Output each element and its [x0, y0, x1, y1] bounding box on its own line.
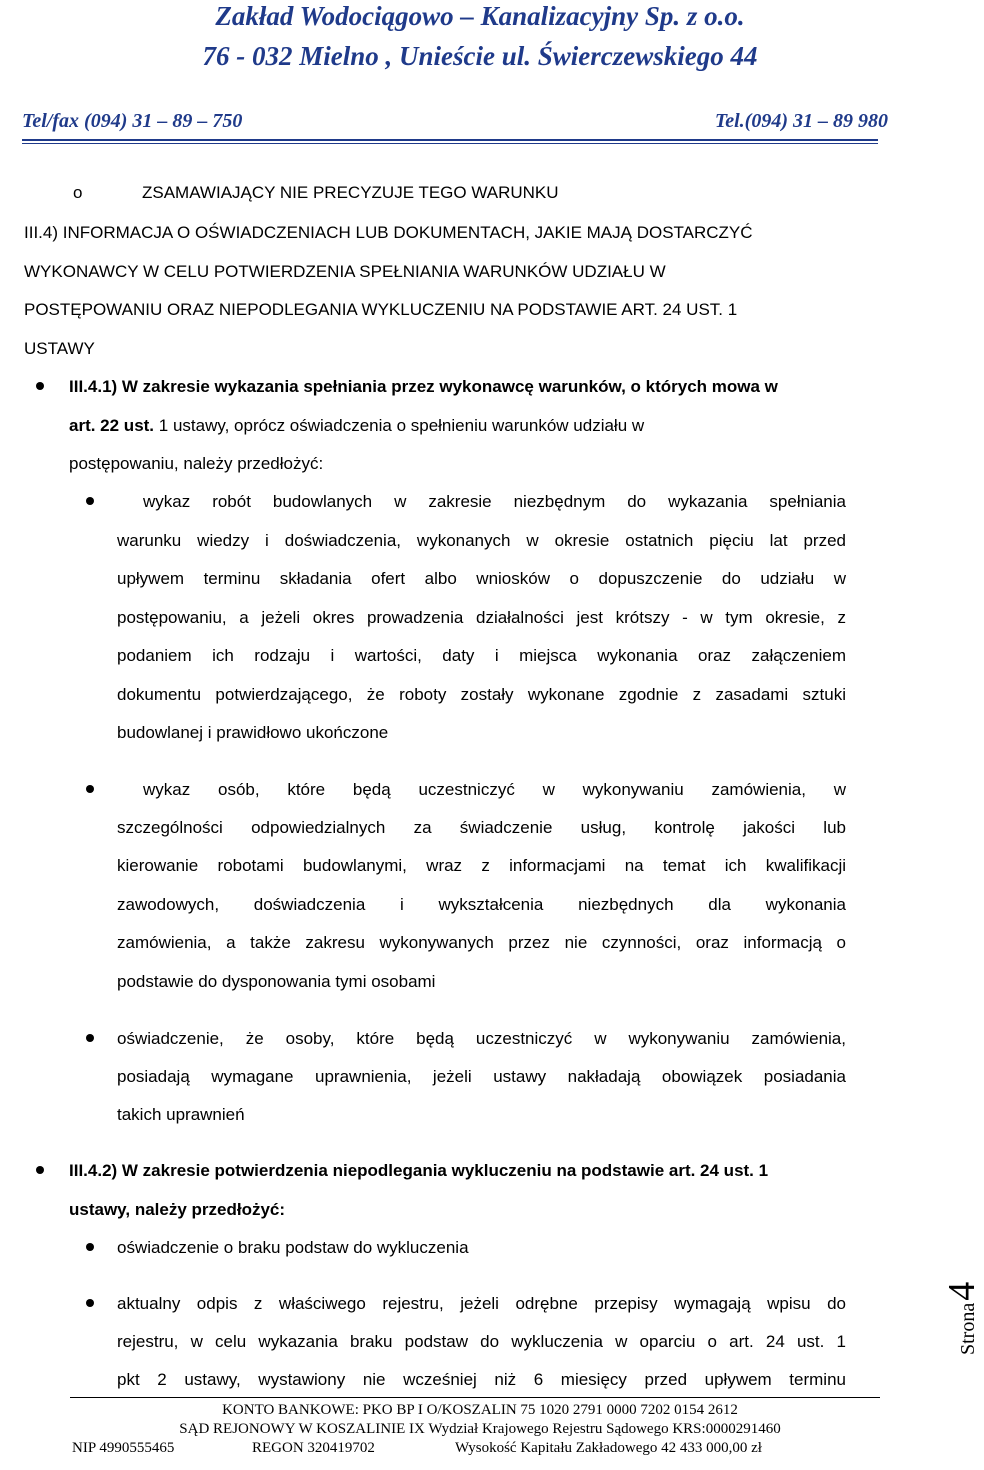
circle-bullet: o: [73, 183, 83, 202]
company-address: 76 - 032 Mielno , Unieście ul. Świerczewskiego 44: [202, 41, 758, 71]
bullet-dot: [86, 785, 94, 793]
list-item-line: oświadczenie o braku podstaw do wykluczenia: [117, 1238, 469, 1257]
page-label-word: Strona: [957, 1302, 979, 1355]
page-label-number: 4: [941, 1281, 983, 1301]
header-divider: [22, 139, 878, 141]
footer-regon: REGON 320419702: [252, 1440, 375, 1456]
footer-divider: [70, 1397, 880, 1398]
list-item-line: warunku wiedzy i doświadczenia, wykonanych w okresie ostatnich pięciu lat przed: [117, 531, 846, 550]
section-heading-line: USTAWY: [24, 339, 95, 358]
list-item-line: rejestru, w celu wykazania braku podstaw do wykluczenia w oparciu o art. 24 ust. 1: [117, 1332, 846, 1351]
list-item-line: podstawie do dysponowania tymi osobami: [117, 972, 436, 991]
list-item-line: upływem terminu składania ofert albo wniosków o dopuszczenie do udziału w: [117, 569, 846, 588]
telfax-number: Tel/fax (094) 31 – 89 – 750: [22, 110, 243, 132]
section-heading-line: III.4) INFORMACJA O OŚWIADCZENIACH LUB DOKUMENTACH, JAKIE MAJĄ DOSTARCZYĆ: [24, 223, 753, 242]
list-item-line: dokumentu potwierdzającego, że roboty zostały wykonane zgodnie z zasadami sztuki: [117, 685, 846, 704]
bullet-dot: [36, 382, 44, 390]
list-item-line: podaniem ich rodzaju i wartości, daty i miejsca wykonania oraz załączeniem: [117, 646, 846, 665]
list-item-line: postępowaniu, a jeżeli okres prowadzenia działalności jest krótszy - w tym okresie, z: [117, 608, 846, 627]
page-number-label: [940, 1235, 983, 1355]
section-heading-line: POSTĘPOWANIU ORAZ NIEPODLEGANIA WYKLUCZENIU NA PODSTAWIE ART. 24 UST. 1: [24, 300, 738, 319]
footer-bank-account: KONTO BANKOWE: PKO BP I O/KOSZALIN 75 1020 2791 0000 7202 0154 2612: [222, 1402, 738, 1418]
list-item-line: wykaz robót budowlanych w zakresie niezbędnym do wykazania spełniania: [143, 492, 846, 511]
list-item-line: zawodowych, doświadczenia i wykształcenia niezbędnych dla wykonania: [117, 895, 846, 914]
subsection-heading-line: III.4.2) W zakresie potwierdzenia niepodlegania wykluczeniu na podstawie art. 24 ust. 1: [69, 1161, 769, 1180]
list-item-line: posiadają wymagane uprawnienia, jeżeli ustawy nakładają obowiązek posiadania: [117, 1067, 846, 1086]
list-item-line: zamówienia, a także zakresu wykonywanych przez nie czynności, oraz informacją o: [117, 933, 846, 952]
header-divider-thin: [22, 143, 878, 144]
list-item-line: szczególności odpowiedzialnych za świadczenie usług, kontrolę jakości lub: [117, 818, 846, 837]
subsection-heading-rest: 1 ustawy, oprócz oświadczenia o spełnieniu warunków udziału w: [154, 416, 645, 435]
bullet-dot: [86, 1243, 94, 1251]
subsection-heading-line: III.4.1) W zakresie wykazania spełniania przez wykonawcę warunków, o których mowa w: [69, 377, 778, 396]
footer-court-registry: SĄD REJONOWY W KOSZALINIE IX Wydział Krajowego Rejestru Sądowego KRS:0000291460: [179, 1421, 781, 1437]
bullet-dot: [86, 497, 94, 505]
subsection-heading-line: ustawy, należy przedłożyć:: [69, 1200, 286, 1219]
subsection-heading-line: [69, 415, 644, 437]
list-item-line: oświadczenie, że osoby, które będą uczestniczyć w wykonywaniu zamówienia,: [117, 1029, 846, 1048]
footer-nip: NIP 4990555465: [72, 1440, 175, 1456]
list-item-line: wykaz osób, które będą uczestniczyć w wykonywaniu zamówienia, w: [143, 780, 846, 799]
list-item-line: budowlanej i prawidłowo ukończone: [117, 723, 389, 742]
bullet-dot: [86, 1034, 94, 1042]
phone-number: Tel.(094) 31 – 89 980: [714, 110, 888, 132]
company-name: Zakład Wodociągowo – Kanalizacyjny Sp. z o.o.: [215, 1, 745, 31]
subsection-heading-line: postępowaniu, należy przedłożyć:: [69, 454, 324, 473]
subsection-heading-bold: art. 22 ust.: [69, 416, 155, 435]
list-item-line: aktualny odpis z właściwego rejestru, jeżeli odrębne przepisy wymagają wpisu do: [117, 1294, 846, 1313]
circle-item-text: ZSAMAWIAJĄCY NIE PRECYZUJE TEGO WARUNKU: [142, 183, 559, 202]
list-item-line: kierowanie robotami budowlanymi, wraz z informacjami na temat ich kwalifikacji: [117, 856, 846, 875]
bullet-dot: [86, 1299, 94, 1307]
section-heading-line: WYKONAWCY W CELU POTWIERDZENIA SPEŁNIANIA WARUNKÓW UDZIAŁU W: [24, 262, 666, 281]
list-item-line: pkt 2 ustawy, wystawiony nie wcześniej niż 6 miesięcy przed upływem terminu: [117, 1370, 846, 1389]
bullet-dot: [36, 1166, 44, 1174]
footer-capital: Wysokość Kapitału Zakładowego 42 433 000,00 zł: [455, 1440, 762, 1456]
list-item-line: takich uprawnień: [117, 1105, 245, 1124]
